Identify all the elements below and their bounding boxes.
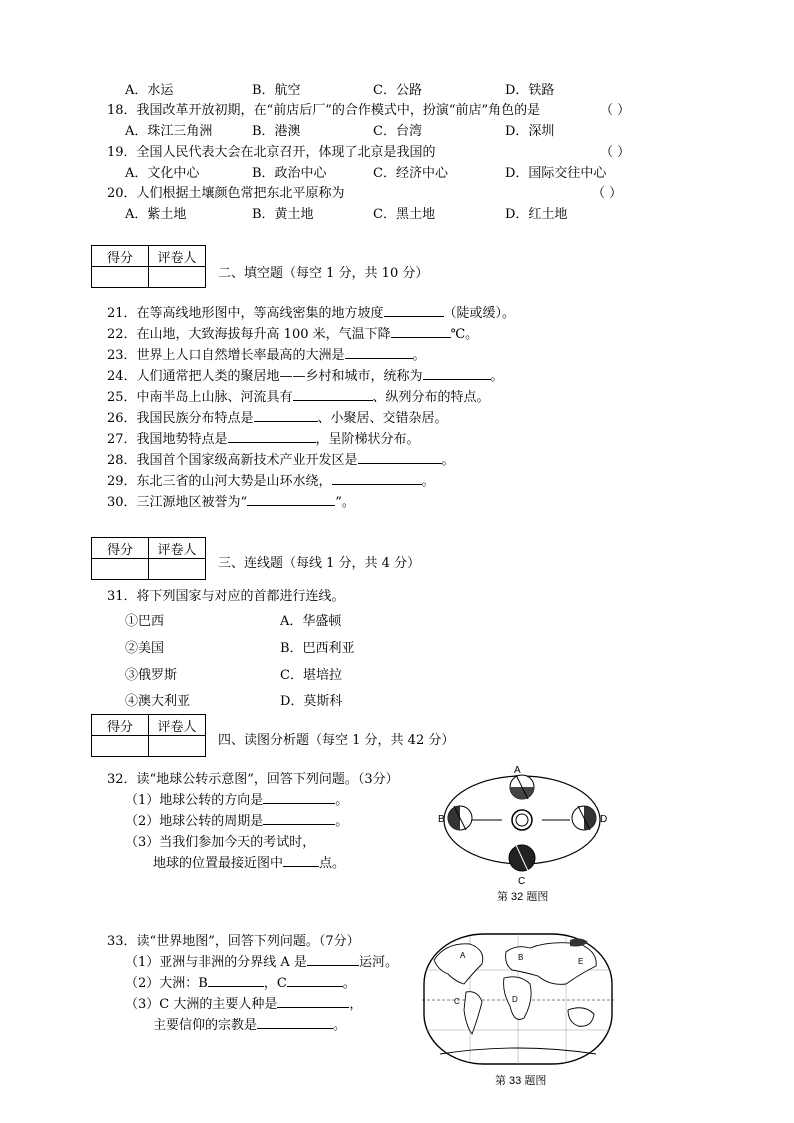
q19-option-b: B．政治中心 (252, 166, 327, 181)
score-header: 得分 (92, 246, 149, 267)
map-label-c: C (454, 997, 460, 1006)
score-cell[interactable] (92, 267, 149, 288)
q17-option-c: C．公路 (373, 83, 422, 98)
q20-stem: 20．人们根据土壤颜色常把东北平原称为 (107, 186, 345, 201)
q21: 21．在等高线地形图中，等高线密集的地方坡度 （陡或缓）。 (107, 306, 516, 321)
capital-a[interactable]: A．华盛顿 (280, 614, 342, 629)
grader-header: 评卷人 (149, 715, 206, 736)
q19-answer-paren: （ ） (600, 145, 631, 160)
q31-stem: 31．将下列国家与对应的首都进行连线。 (107, 589, 345, 604)
q18-option-b: B．港澳 (252, 124, 301, 139)
q33-blank-5[interactable] (257, 1016, 333, 1029)
q29-blank[interactable] (332, 472, 422, 485)
label-d: D (600, 814, 608, 825)
q28: 28．我国首个国家级高新技术产业开发区是 。 (107, 453, 455, 468)
q20-option-d: D．红土地 (505, 207, 568, 222)
q17-option-d: D．铁路 (505, 83, 555, 98)
map-label-e: E (578, 957, 584, 966)
q32-stem: 32．读“地球公转示意图”，回答下列问题。（3分） (107, 772, 399, 787)
capital-d[interactable]: D．莫斯科 (280, 694, 343, 709)
q19-option-a: A．文化中心 (125, 166, 200, 181)
q33-caption: 第 33 题图 (495, 1075, 547, 1087)
score-box-sec3 (91, 537, 206, 580)
map-label-a: A (460, 951, 466, 960)
q25-blank[interactable] (293, 388, 373, 401)
q32-part4: 地球的位置最接近图中 点。 (153, 856, 346, 871)
q25: 25．中南半岛上山脉、河流具有 、纵列分布的特点。 (107, 390, 490, 405)
q30: 30．三江源地区被誉为“ ”。 (107, 495, 355, 510)
q27: 27．我国地势特点是 ，呈阶梯状分布。 (107, 432, 420, 447)
q27-blank[interactable] (228, 430, 316, 443)
score-header: 得分 (92, 715, 149, 736)
label-a: A (514, 765, 521, 776)
country-2[interactable]: ②美国 (125, 641, 165, 656)
country-3[interactable]: ③俄罗斯 (125, 668, 178, 683)
q22-blank[interactable] (391, 325, 451, 338)
grader-header: 评卷人 (149, 538, 206, 559)
section-2-title: 二、填空题（每空 1 分，共 10 分） (218, 266, 429, 281)
q33-blank-1[interactable] (307, 953, 359, 966)
q32-blank-3[interactable] (283, 854, 319, 867)
q20-option-c: C．黑土地 (373, 207, 435, 222)
q18-option-a: A．珠江三角洲 (125, 124, 213, 139)
q20-option-a: A．紫土地 (125, 207, 187, 222)
q26-blank[interactable] (254, 409, 318, 422)
q20-option-b: B．黄土地 (252, 207, 314, 222)
q17-option-a: A．水运 (125, 83, 174, 98)
q20-answer-paren: （ ） (592, 186, 623, 201)
q22: 22．在山地，大致海拔每升高 100 米，气温下降 ℃。 (107, 327, 479, 342)
map-label-d: D (512, 995, 518, 1004)
q33-blank-3[interactable] (287, 974, 343, 987)
score-box-sec4 (91, 714, 206, 757)
q24-blank[interactable] (423, 367, 491, 380)
section-4-title: 四、读图分析题（每空 1 分，共 42 分） (218, 733, 455, 748)
q17-option-b: B．航空 (252, 83, 301, 98)
country-4[interactable]: ④澳大利亚 (125, 694, 191, 709)
grader-cell[interactable] (149, 267, 206, 288)
q33-part3: （3）C 大洲的主要人种是 ， (125, 997, 363, 1012)
earth-a-icon (510, 775, 534, 799)
grader-header: 评卷人 (149, 246, 206, 267)
q30-blank[interactable] (247, 493, 335, 506)
score-header: 得分 (92, 538, 149, 559)
q24: 24．人们通常把人类的聚居地——乡村和城市，统称为 。 (107, 369, 504, 384)
grader-cell[interactable] (149, 559, 206, 580)
earth-b-icon (448, 806, 472, 830)
q18-option-c: C．台湾 (373, 124, 422, 139)
q33-part1: （1）亚洲与非洲的分界线 A 是 运河。 (125, 955, 398, 970)
score-cell[interactable] (92, 736, 149, 757)
earth-orbit-figure (430, 762, 620, 890)
grader-cell[interactable] (149, 736, 206, 757)
earth-d-icon (572, 806, 596, 830)
q23: 23．世界上人口自然增长率最高的大洲是 。 (107, 348, 426, 363)
q32-part1: （1）地球公转的方向是 。 (125, 793, 349, 808)
q33-blank-4[interactable] (277, 995, 349, 1008)
score-cell[interactable] (92, 559, 149, 580)
capital-b[interactable]: B．巴西利亚 (280, 641, 355, 656)
q32-caption: 第 32 题图 (497, 891, 549, 903)
section-3-title: 三、连线题（每线 1 分，共 4 分） (218, 556, 421, 571)
q18-answer-paren: （ ） (600, 103, 631, 118)
q18-option-d: D．深圳 (505, 124, 555, 139)
q33-part4: 主要信仰的宗教是 。 (153, 1018, 347, 1033)
q33-stem: 33．读“世界地图”，回答下列问题。（7分） (107, 934, 360, 949)
q26: 26．我国民族分布特点是 、小聚居、交错杂居。 (107, 411, 448, 426)
q21-blank[interactable] (384, 304, 444, 317)
world-map-figure (420, 930, 616, 1068)
q33-blank-2[interactable] (208, 974, 264, 987)
label-b: B (438, 814, 445, 825)
earth-c-icon (509, 845, 535, 871)
map-label-b: B (518, 953, 524, 962)
q19-option-d: D．国际交往中心 (505, 166, 607, 181)
q32-part3: （3）当我们参加今天的考试时， (125, 835, 316, 850)
score-box-sec2 (91, 245, 206, 288)
q32-part2: （2）地球公转的周期是 。 (125, 814, 349, 829)
q23-blank[interactable] (345, 346, 413, 359)
q29: 29．东北三省的山河大势是山环水绕， 。 (107, 474, 435, 489)
q28-blank[interactable] (358, 451, 442, 464)
q33-part2: （2）大洲：B ，C 。 (125, 976, 356, 991)
q32-blank-2[interactable] (263, 812, 335, 825)
q19-option-c: C．经济中心 (373, 166, 448, 181)
label-c: C (518, 876, 526, 887)
q19-stem: 19．全国人民代表大会在北京召开，体现了北京是我国的 (107, 145, 436, 160)
country-1[interactable]: ①巴西 (125, 614, 165, 629)
capital-c[interactable]: C．堪培拉 (280, 668, 342, 683)
q32-blank-1[interactable] (263, 791, 335, 804)
q18-stem: 18．我国改革开放初期，在“前店后厂”的合作模式中，扮演“前店”角色的是 (107, 103, 541, 118)
